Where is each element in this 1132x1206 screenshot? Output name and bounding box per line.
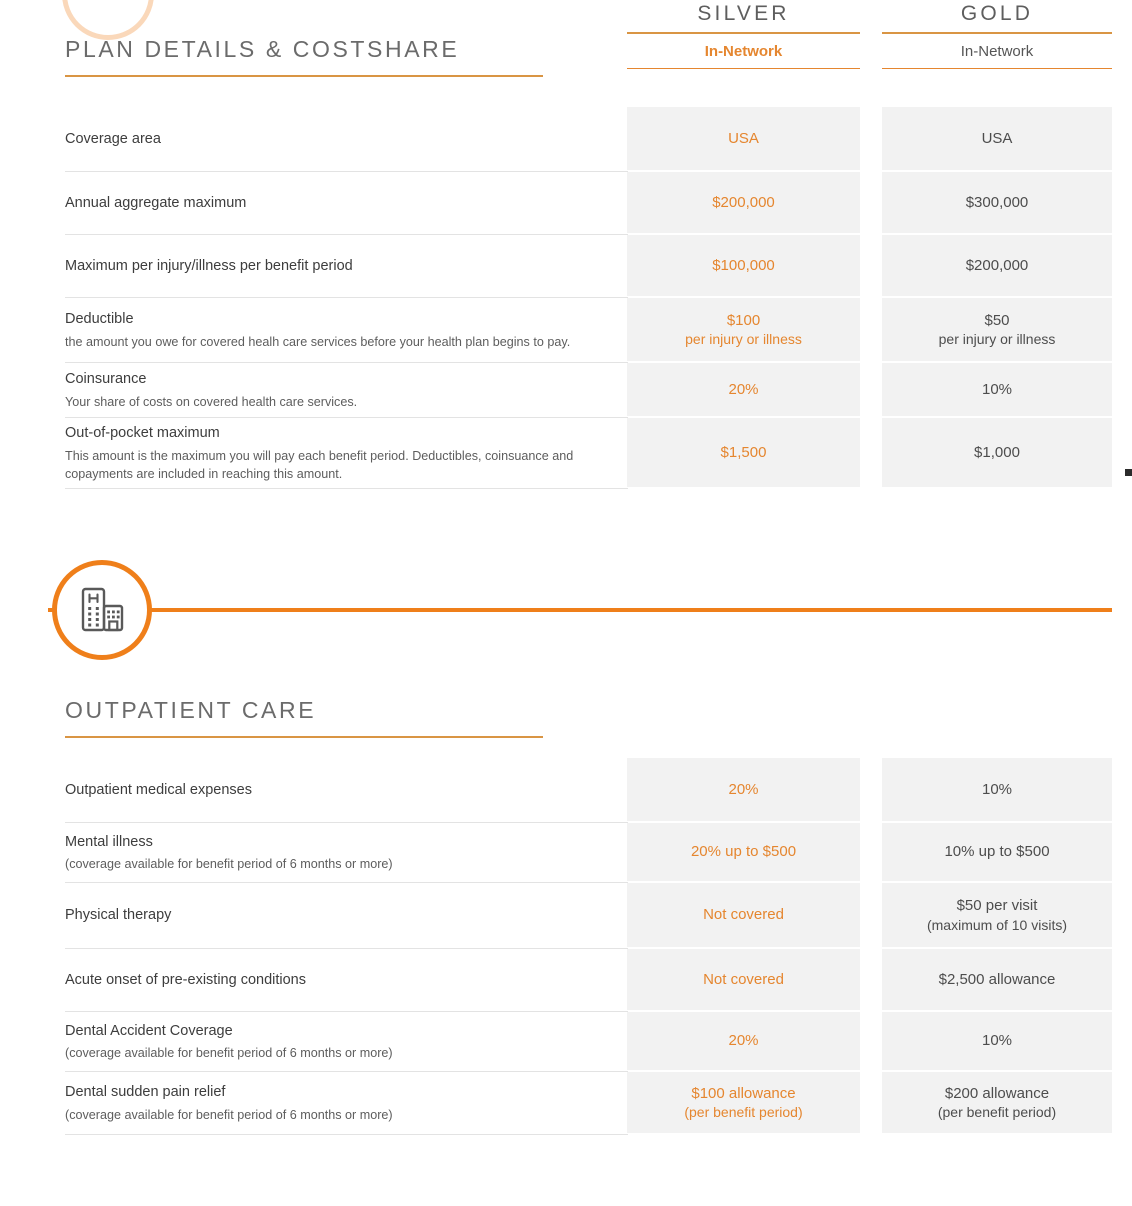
table-row bbox=[0, 1072, 1132, 1135]
row-sublabel: Your share of costs on covered health care services. bbox=[65, 394, 358, 409]
column-header-gold bbox=[882, 2, 1112, 69]
section-title-block bbox=[65, 36, 543, 77]
value-cell-gold bbox=[882, 1012, 1112, 1070]
row-label: Acute onset of pre-existing conditions bbox=[65, 971, 306, 988]
row-label-group bbox=[65, 1012, 610, 1072]
value-text: $200,000 bbox=[965, 256, 1029, 274]
value-text: $300,000 bbox=[965, 193, 1029, 211]
header-rule-bottom bbox=[882, 68, 1112, 70]
value-text: USA bbox=[981, 129, 1013, 147]
table-row bbox=[0, 949, 1132, 1012]
header-rule-bottom bbox=[627, 68, 860, 70]
value-text: 10% bbox=[981, 380, 1013, 398]
row-label: Coinsurance bbox=[65, 371, 147, 388]
value-cell-gold bbox=[882, 235, 1112, 296]
row-separator bbox=[65, 1134, 628, 1135]
row-label: Mental illness bbox=[65, 833, 153, 850]
row-label-group bbox=[65, 172, 610, 235]
value-cell-silver bbox=[627, 298, 860, 361]
outpatient-care-table bbox=[0, 758, 1132, 1135]
value-cell-gold bbox=[882, 1072, 1112, 1133]
value-cell-silver bbox=[627, 363, 860, 416]
plan-details-table bbox=[0, 107, 1132, 489]
value-text: 10% bbox=[981, 780, 1013, 798]
column-network-label: In-Network bbox=[704, 42, 783, 60]
row-label: Physical therapy bbox=[65, 907, 172, 924]
value-text: $2,500 allowance bbox=[938, 970, 1056, 988]
value-cell-gold bbox=[882, 298, 1112, 361]
value-subtext: (maximum of 10 visits) bbox=[926, 916, 1068, 933]
row-label: Dental sudden pain relief bbox=[65, 1084, 226, 1101]
hospital-icon bbox=[74, 582, 130, 638]
table-row bbox=[0, 823, 1132, 883]
row-label-group bbox=[65, 418, 610, 489]
value-text: 10% up to $500 bbox=[944, 843, 1050, 861]
value-cell-gold bbox=[882, 172, 1112, 233]
value-text: Not covered bbox=[703, 906, 784, 924]
value-cell-silver bbox=[627, 235, 860, 296]
value-cell-silver bbox=[627, 758, 860, 821]
divider-line bbox=[48, 608, 1112, 612]
value-cell-silver bbox=[627, 883, 860, 947]
table-row bbox=[0, 235, 1132, 298]
row-label-group bbox=[65, 298, 610, 363]
value-cell-silver bbox=[627, 107, 860, 170]
value-cell-silver bbox=[627, 1012, 860, 1070]
row-label-group bbox=[65, 1072, 610, 1135]
section-title-rule bbox=[65, 736, 543, 738]
value-text: 20% bbox=[728, 380, 759, 398]
table-row bbox=[0, 758, 1132, 823]
row-label-group bbox=[65, 235, 610, 298]
value-text: 10% bbox=[981, 1032, 1013, 1050]
section-title-block bbox=[65, 697, 543, 738]
column-tier-label: SILVER bbox=[697, 2, 790, 25]
value-cell-gold bbox=[882, 823, 1112, 881]
value-cell-silver bbox=[627, 172, 860, 233]
table-row bbox=[0, 107, 1132, 172]
value-cell-silver bbox=[627, 823, 860, 881]
row-sublabel: (coverage available for benefit period of 6 months or more) bbox=[65, 857, 393, 872]
value-text: 20% bbox=[728, 780, 759, 798]
value-cell-gold bbox=[882, 107, 1112, 170]
table-row bbox=[0, 883, 1132, 949]
row-sublabel: (coverage available for benefit period of 6 months or more) bbox=[65, 1107, 393, 1122]
hospital-badge bbox=[52, 560, 152, 660]
column-header-silver bbox=[627, 2, 860, 69]
column-tier-label: GOLD bbox=[960, 2, 1034, 25]
value-text: $50 per visit bbox=[956, 897, 1038, 915]
value-cell-gold bbox=[882, 418, 1112, 487]
value-text: $1,500 bbox=[720, 443, 767, 461]
value-subtext: per injury or illness bbox=[938, 331, 1056, 348]
row-label-group bbox=[65, 823, 610, 883]
table-row bbox=[0, 172, 1132, 235]
value-text: $100,000 bbox=[712, 256, 775, 274]
section-title: PLAN DETAILS & COSTSHARE bbox=[65, 36, 460, 62]
value-subtext: per injury or illness bbox=[685, 331, 802, 348]
value-text: 20% up to $500 bbox=[690, 843, 797, 861]
row-sublabel: the amount you owe for covered healh care services before your health plan begins to pay. bbox=[65, 334, 571, 349]
value-text: $100 allowance bbox=[691, 1084, 796, 1102]
row-label: Deductible bbox=[65, 311, 134, 328]
table-row bbox=[0, 1012, 1132, 1072]
row-label: Outpatient medical expenses bbox=[65, 781, 252, 798]
value-cell-silver bbox=[627, 949, 860, 1010]
table-row bbox=[0, 298, 1132, 363]
value-text: $50 bbox=[984, 311, 1010, 329]
value-text: $200 allowance bbox=[944, 1084, 1050, 1102]
value-cell-silver bbox=[627, 418, 860, 487]
value-subtext: (per benefit period) bbox=[684, 1104, 803, 1121]
row-label-group bbox=[65, 883, 610, 949]
column-network-label: In-Network bbox=[960, 42, 1034, 60]
section-divider-outpatient bbox=[0, 560, 1132, 660]
value-cell-gold bbox=[882, 363, 1112, 416]
row-sublabel: This amount is the maximum you will pay each benefit period. Deductibles, coinsuance and copayments are included in reaching this amount. bbox=[65, 448, 574, 481]
row-label: Dental Accident Coverage bbox=[65, 1022, 233, 1039]
value-text: $100 bbox=[726, 311, 761, 329]
section-title-rule bbox=[65, 75, 543, 77]
value-cell-silver bbox=[627, 1072, 860, 1133]
row-label-group bbox=[65, 363, 610, 418]
row-label: Coverage area bbox=[65, 130, 161, 147]
row-label: Annual aggregate maximum bbox=[65, 194, 247, 211]
row-label-group bbox=[65, 107, 610, 172]
value-text: 20% bbox=[728, 1032, 759, 1050]
value-text: USA bbox=[728, 129, 759, 147]
value-text: $200,000 bbox=[712, 193, 775, 211]
table-row bbox=[0, 418, 1132, 489]
table-row bbox=[0, 363, 1132, 418]
value-cell-gold bbox=[882, 758, 1112, 821]
value-text: Not covered bbox=[703, 970, 784, 988]
value-cell-gold bbox=[882, 883, 1112, 947]
section-title: OUTPATIENT CARE bbox=[65, 697, 317, 723]
row-label-group bbox=[65, 949, 610, 1012]
value-subtext: (per benefit period) bbox=[937, 1104, 1057, 1121]
row-label: Out-of-pocket maximum bbox=[65, 424, 220, 441]
row-sublabel: (coverage available for benefit period of 6 months or more) bbox=[65, 1046, 393, 1061]
value-cell-gold bbox=[882, 949, 1112, 1010]
value-text: $1,000 bbox=[974, 443, 1020, 461]
edge-artifact bbox=[1125, 469, 1132, 476]
row-label-group bbox=[65, 758, 610, 823]
row-label: Maximum per injury/illness per benefit period bbox=[65, 257, 353, 274]
row-separator bbox=[65, 488, 628, 489]
